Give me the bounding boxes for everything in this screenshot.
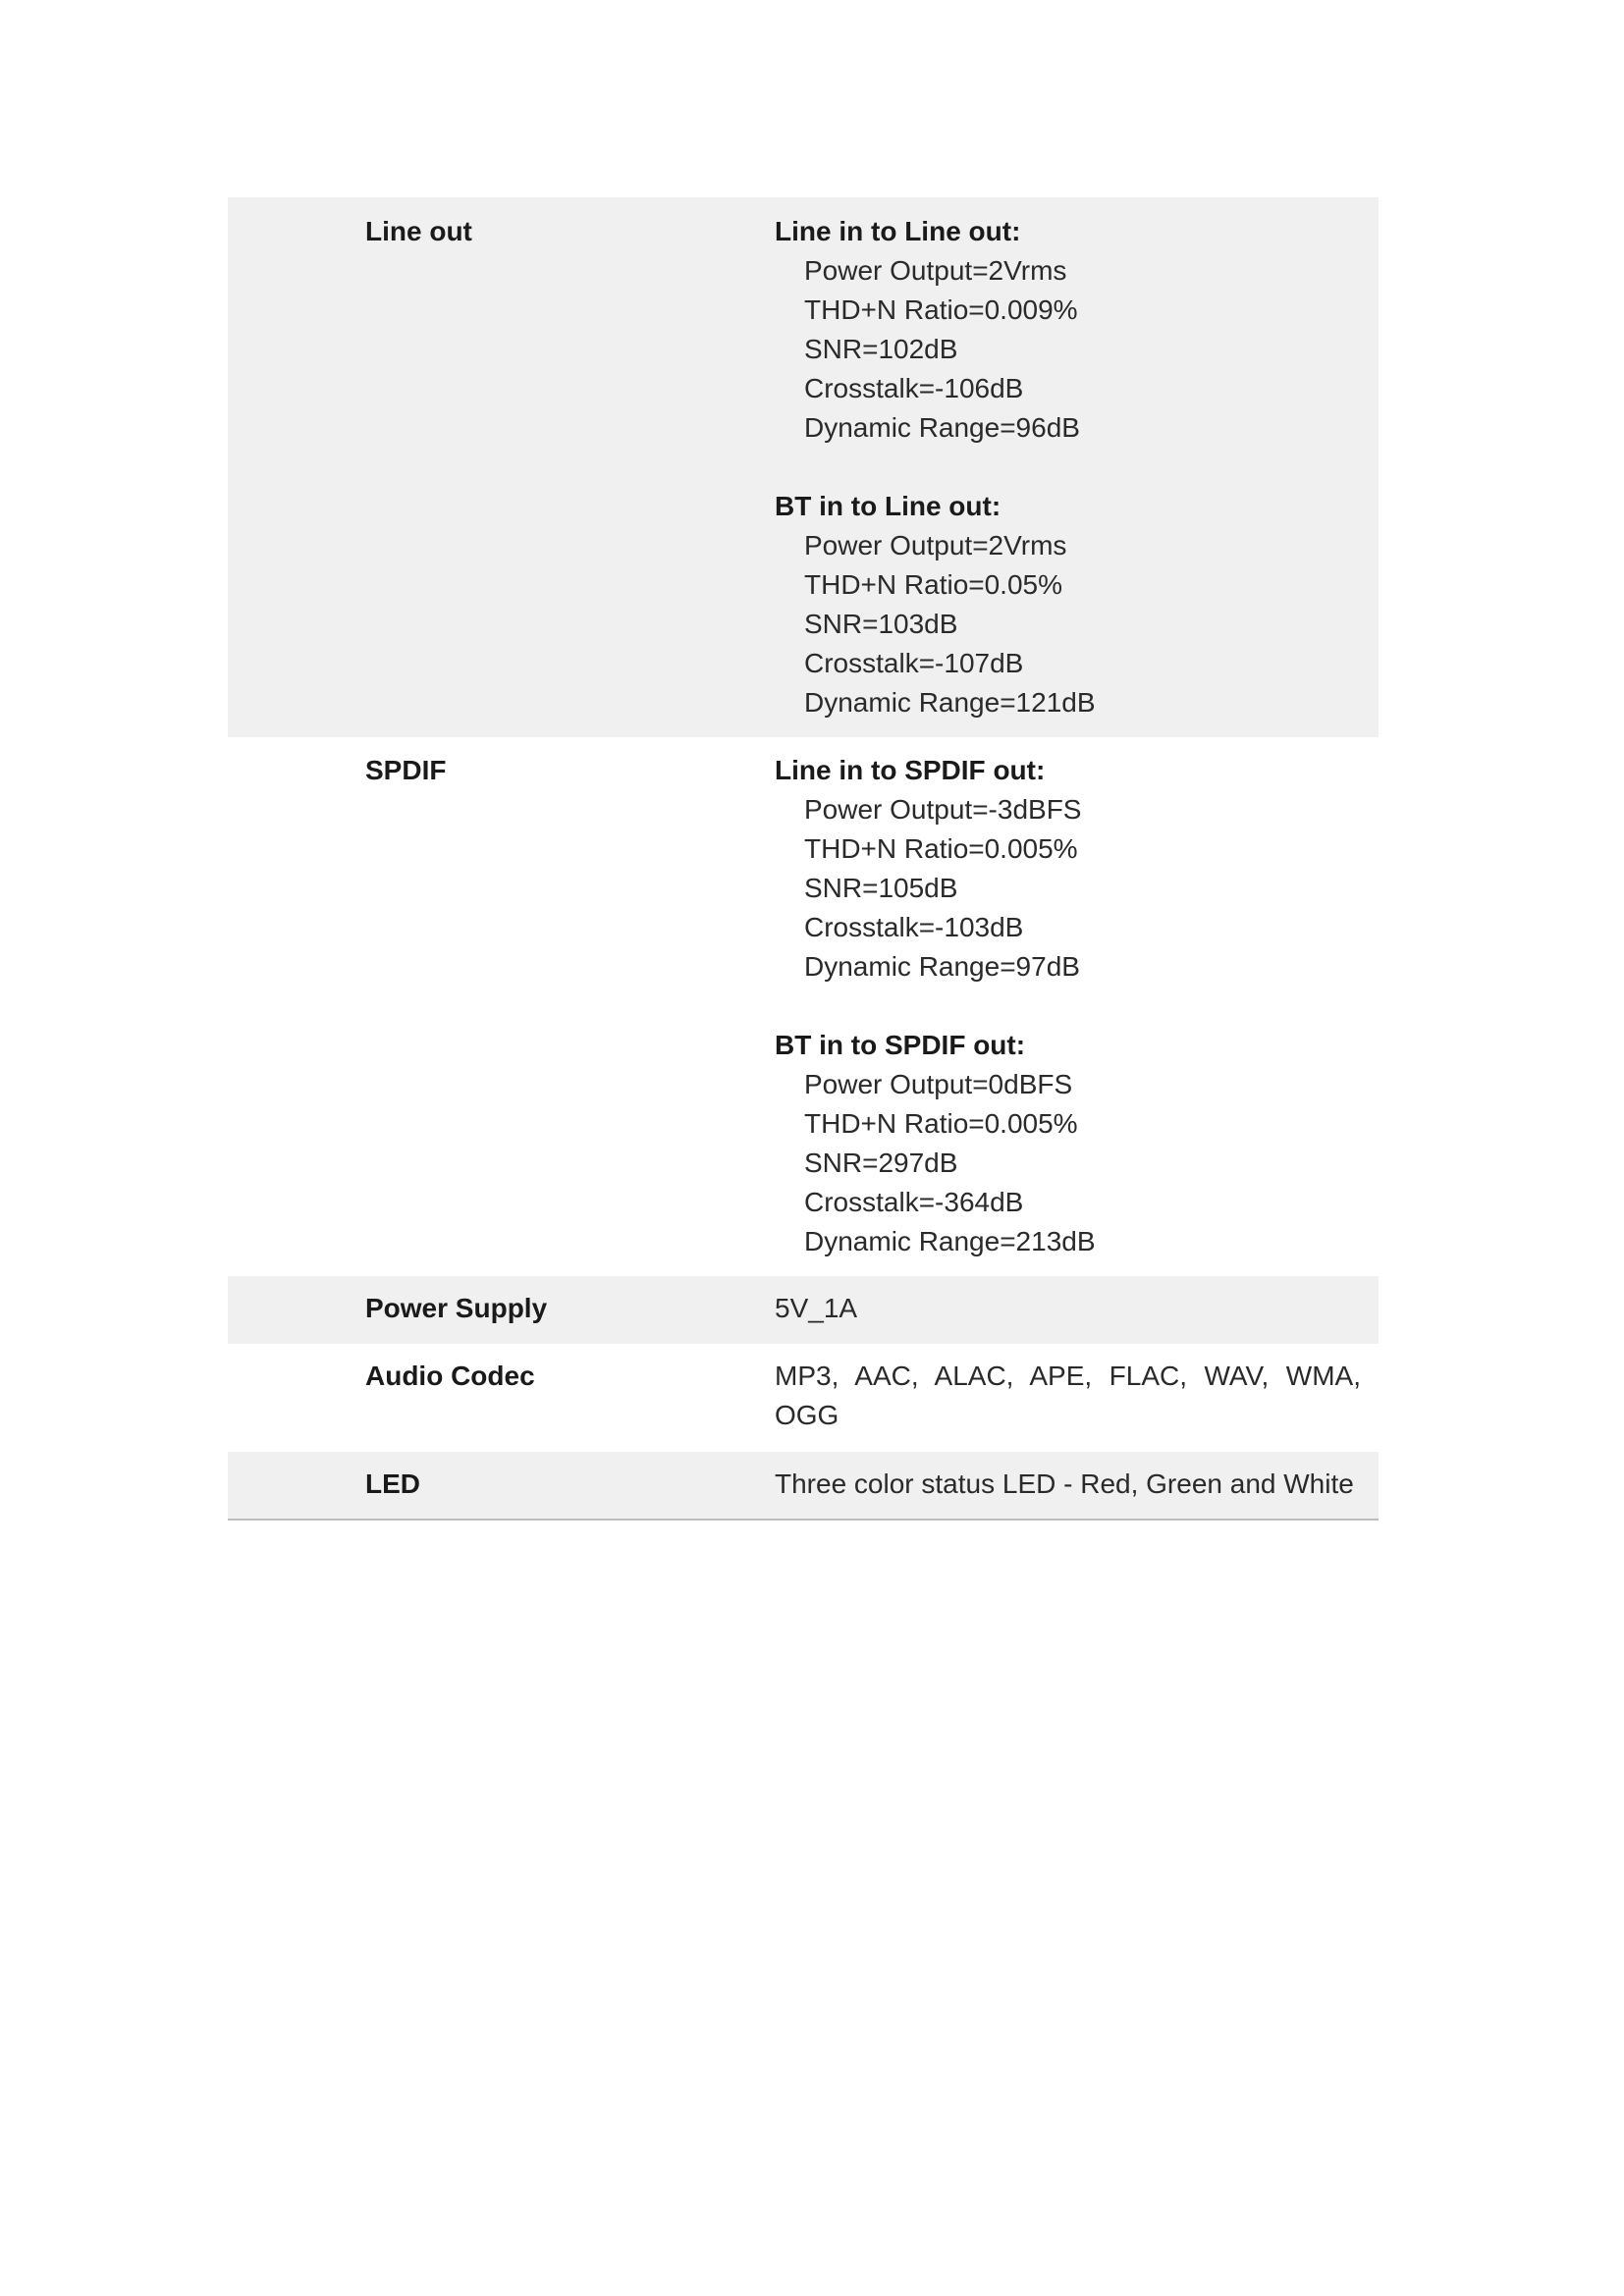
- spec-line: THD+N Ratio=0.005%: [804, 1108, 1078, 1139]
- spec-line: Crosstalk=-106dB: [804, 373, 1024, 403]
- spec-line: Dynamic Range=97dB: [804, 951, 1080, 982]
- spec-line: THD+N Ratio=0.05%: [804, 569, 1063, 600]
- spec-line: Crosstalk=-107dB: [804, 648, 1024, 678]
- row-value: [775, 212, 1379, 737]
- row-label: Audio Codec: [365, 1361, 535, 1391]
- spec-line: SNR=102dB: [804, 334, 958, 364]
- spec-line: SNR=105dB: [804, 873, 958, 903]
- table-row: [228, 1276, 1379, 1344]
- spec-line: Power Output=2Vrms: [804, 255, 1067, 286]
- row-label: Line out: [365, 216, 472, 246]
- table-row: [228, 197, 1379, 737]
- spec-line: Crosstalk=-364dB: [804, 1187, 1024, 1217]
- spec-table: [228, 197, 1379, 1521]
- row-value: 5V_1A: [775, 1293, 858, 1323]
- spec-line: Power Output=2Vrms: [804, 530, 1067, 561]
- row-label: LED: [365, 1468, 420, 1499]
- row-label: Power Supply: [365, 1293, 548, 1323]
- table-row: [228, 737, 1379, 1276]
- spec-line: Dynamic Range=213dB: [804, 1226, 1096, 1256]
- row-value: Three color status LED - Red, Green and White: [775, 1468, 1354, 1499]
- spec-line: THD+N Ratio=0.009%: [804, 294, 1078, 325]
- spec-line: Power Output=-3dBFS: [804, 794, 1082, 825]
- table-row: [228, 1344, 1379, 1452]
- group-gap: [775, 448, 1361, 487]
- spec-line: SNR=297dB: [804, 1148, 958, 1178]
- row-value: [775, 751, 1379, 1276]
- row-label: SPDIF: [365, 755, 447, 785]
- spec-line: THD+N Ratio=0.005%: [804, 833, 1078, 864]
- spec-line: Dynamic Range=121dB: [804, 687, 1096, 718]
- table-row: [228, 1452, 1379, 1519]
- group-title: Line in to SPDIF out:: [775, 755, 1046, 785]
- spec-line: Crosstalk=-103dB: [804, 912, 1024, 942]
- group-gap: [775, 987, 1361, 1026]
- spec-line: SNR=103dB: [804, 609, 958, 639]
- spec-line: Power Output=0dBFS: [804, 1069, 1073, 1099]
- row-value: MP3, AAC, ALAC, APE, FLAC, WAV, WMA, OGG: [775, 1361, 1361, 1430]
- spec-line: Dynamic Range=96dB: [804, 412, 1080, 443]
- group-title: BT in to Line out:: [775, 491, 1001, 521]
- group-title: BT in to SPDIF out:: [775, 1030, 1026, 1060]
- group-title: Line in to Line out:: [775, 216, 1021, 246]
